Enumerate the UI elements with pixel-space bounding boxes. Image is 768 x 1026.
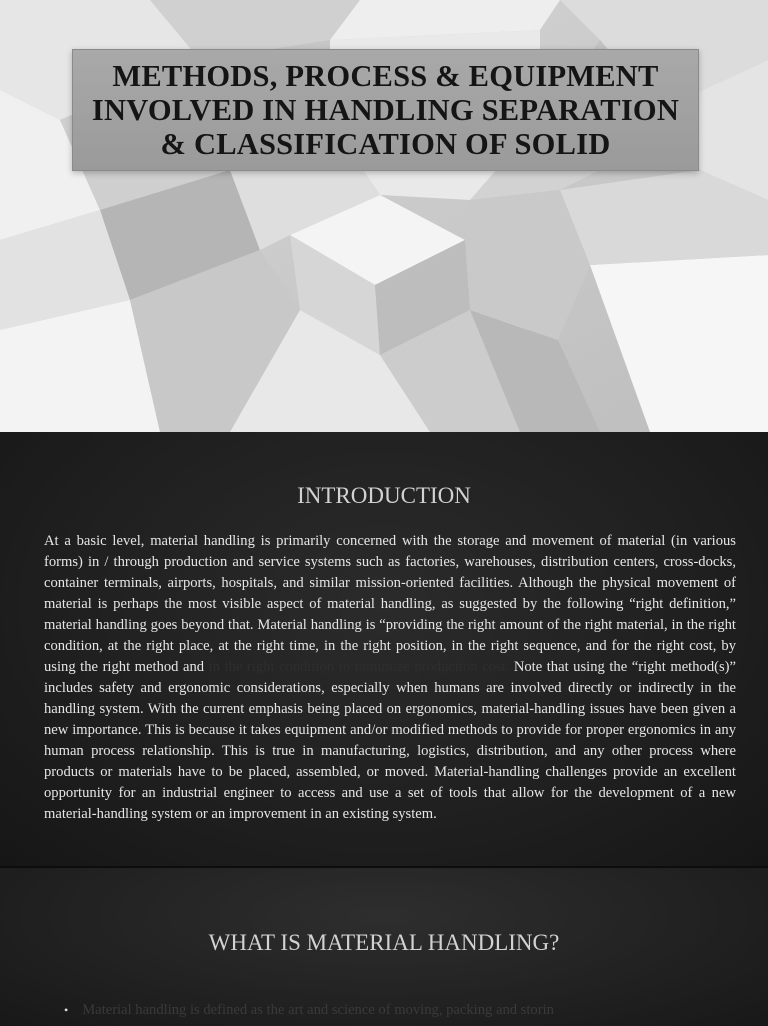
- introduction-slide: [0, 432, 768, 866]
- introduction-text-continued: Note that using the “right method(s)” includes safety and ergonomic considerations, especially when humans are involved directly or indirectly in the handling system. With the current emphasis being placed on ergonomics, material-handling issues have been given a new importance. This is because it takes equipment and/or modified methods to provide for proper ergonomics in any human process relationship. This is true in manufacturing, logistics, distribution, and any other process where products or materials have to be placed, assembled, or moved. Material-handling challenges provide an excellent opportunity for an industrial engineer to access and use a set of tools that allow for the development of a new material-handling system or an improvement in an existing system.: [44, 659, 736, 822]
- title-line-2: INVOLVED IN HANDLING SEPARATION: [91, 93, 680, 127]
- title-line-1: METHODS, PROCESS & EQUIPMENT: [112, 59, 659, 93]
- material-handling-heading: WHAT IS MATERIAL HANDLING?: [208, 930, 560, 955]
- introduction-faded-text: in the right condition to minimize production cost.: [208, 659, 510, 675]
- introduction-heading: INTRODUCTION: [297, 483, 471, 508]
- introduction-text: At a basic level, material handling is primarily concerned with the storage and movement of material (in various forms) in / through production and service systems such as factories, warehouses, distribution centers, cross-docks, container terminals, airports, hospitals, and similar mission-oriented facilities. Although the physical movement of material is perhaps the most visible aspect of material handling, as suggested by the following “right definition,” material handling goes beyond that. Material handling is “providing the right amount of the right material, in the right condition, at the right place, at the right time, in the right position, in the right sequence, and for the right cost, by using the right method and: [44, 533, 736, 675]
- document-title: [82, 59, 689, 161]
- material-handling-slide: [0, 866, 768, 1026]
- bullet-list-item: [64, 1002, 744, 1019]
- title-slide: [0, 0, 768, 432]
- bullet-text: Material handling is defined as the art and science of moving, packing and storin: [82, 1002, 554, 1018]
- title-line-3: & CLASSIFICATION OF SOLID: [160, 127, 611, 161]
- title-box: [72, 49, 699, 171]
- bullet-marker: •: [64, 1003, 69, 1017]
- introduction-body: [44, 531, 736, 825]
